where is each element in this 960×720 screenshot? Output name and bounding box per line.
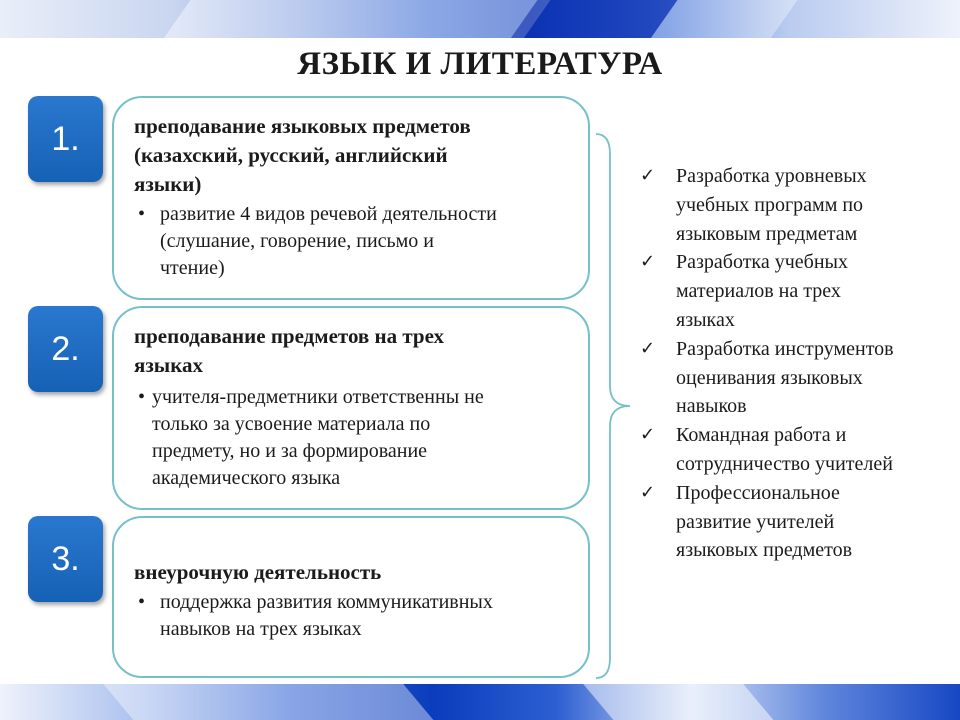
checklist-item: ✓ Командная работа и сотрудничество учителей	[636, 421, 952, 479]
check-icon: ✓	[640, 481, 656, 503]
section-number-3: 3.	[28, 516, 103, 602]
checklist	[636, 162, 952, 565]
section-card-2	[112, 306, 590, 510]
section-card-1	[112, 96, 590, 300]
check-icon: ✓	[640, 337, 656, 359]
curly-brace-connector	[594, 132, 634, 680]
check-icon: ✓	[640, 424, 656, 446]
checklist-item: ✓ Разработка уровневых учебных программ по языковым предметам	[636, 162, 952, 248]
top-decorative-band	[0, 0, 960, 38]
check-icon: ✓	[640, 165, 656, 186]
bullet-item: • поддержка развития коммуникативных навыков на трех языках	[134, 589, 574, 643]
bullet-item: • развитие 4 видов речевой деятельности (слушание, говорение, письмо и чтение)	[134, 201, 574, 282]
section-bullets-3	[134, 589, 574, 643]
section-heading-1: преподавание языковых предметов (казахский, русский, английский языки)	[134, 114, 471, 196]
slide-title: ЯЗЫК И ЛИТЕРАТУРА	[297, 46, 663, 82]
section-heading-2: преподавание предметов на трех языках	[134, 324, 445, 377]
section-card-3	[112, 516, 590, 678]
checklist-item: ✓ Профессиональное развитие учителей языковых предметов	[636, 479, 952, 565]
checklist-item: ✓ Разработка инструментов оценивания языковых навыков	[636, 335, 952, 421]
section-bullets-2	[134, 384, 574, 492]
bottom-decorative-band	[0, 684, 960, 720]
check-icon: ✓	[640, 251, 656, 273]
section-number-2: 2.	[28, 306, 103, 392]
checklist-item: ✓ Разработка учебных материалов на трех языках	[636, 248, 952, 334]
bullet-item: • учителя-предметники ответственны не только за усвоение материала по предмету, но и за формирование академического языка	[134, 384, 574, 492]
section-heading-3: внеурочную деятельность	[134, 560, 382, 584]
section-number-1: 1.	[28, 96, 103, 182]
section-bullets-1	[134, 201, 574, 282]
